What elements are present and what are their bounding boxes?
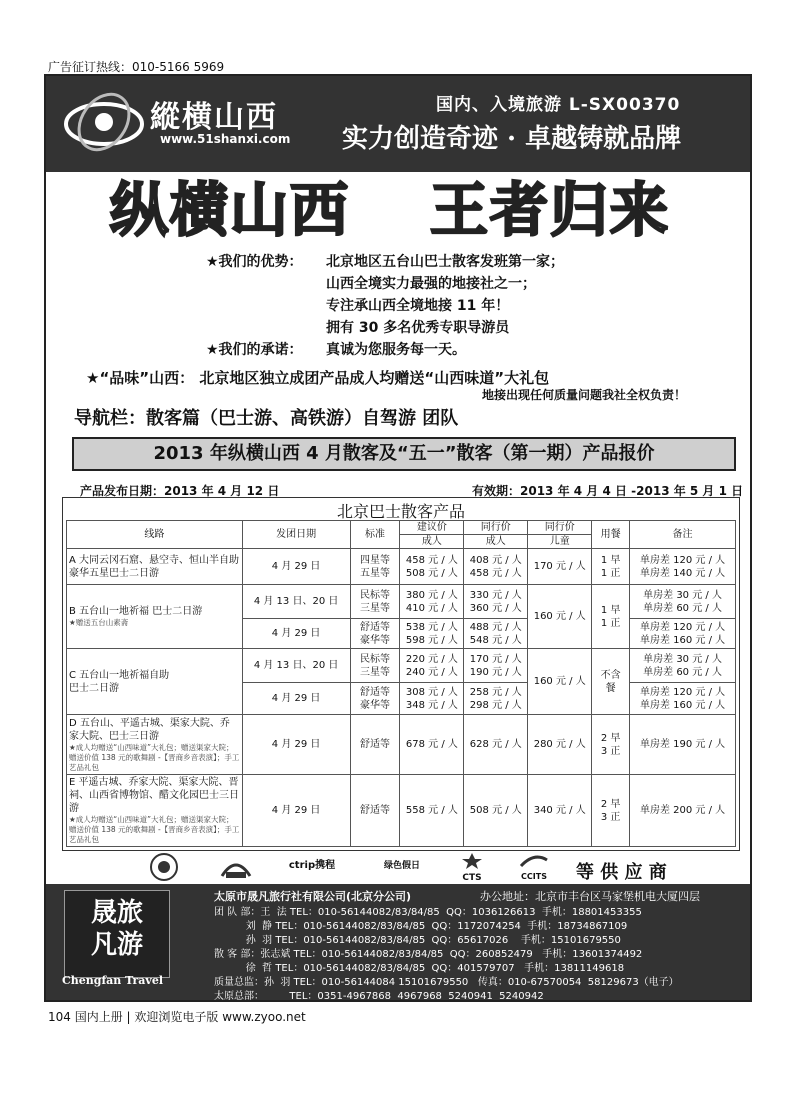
meal-d: 2 早 3 正	[592, 715, 630, 775]
header-peer-child: 同行价	[528, 521, 592, 535]
date-e: 4 月 29 日	[242, 775, 350, 847]
contact-line-5: 徐 哲 TEL：010-56144082/83/84/85 QQ：401579707 手机：13811149618	[214, 963, 625, 974]
header-standard: 标准	[350, 521, 400, 549]
nav-bar-text: 导航栏：散客篇（巴士游、高铁游）自驾游 团队	[74, 408, 459, 429]
route-e: E 平遥古城、乔家大院、渠家大院、晋祠、山西省博物馆、醋文化园巴士三日游	[69, 777, 239, 814]
child-e: 340 元 / 人	[528, 775, 592, 847]
supplier-logo-btg	[214, 852, 258, 884]
std-c1: 民标等 三星等	[350, 649, 400, 683]
table-row	[67, 649, 736, 683]
child-b: 160 元 / 人	[528, 585, 592, 649]
header-meal: 用餐	[592, 521, 630, 549]
route-e-cell	[67, 775, 243, 847]
supplier-label: 等 供 应 商	[576, 862, 667, 883]
big-title-part2: 王者归来	[430, 176, 671, 242]
table-row	[67, 775, 736, 847]
route-a: A 大同云冈石窟、悬空寺、恒山半自助豪华五星巴士二日游	[67, 549, 243, 585]
release-date: 产品发布日期：2013 年 4 月 12 日	[80, 484, 280, 498]
peer-b1: 330 元 / 人 360 元 / 人	[464, 585, 528, 619]
contact-line-7: 太原总部： TEL：0351-4967868 4967968 5240941 5240942	[214, 991, 544, 1002]
suggest-a: 458 元 / 人 508 元 / 人	[400, 549, 464, 585]
peer-b2: 488 元 / 人 548 元 / 人	[464, 619, 528, 649]
peer-d: 628 元 / 人	[464, 715, 528, 775]
note-b2: 单房差 120 元 / 人 单房差 160 元 / 人	[630, 619, 736, 649]
ad-hotline: 广告征订热线：010-5166 5969	[48, 60, 225, 74]
supplier-emblem-icon	[149, 852, 179, 882]
suggest-c1: 220 元 / 人 240 元 / 人	[400, 649, 464, 683]
slogan: 实力创造奇迹 · 卓越铸就品牌	[342, 124, 682, 154]
header-adult-2: 成人	[464, 535, 528, 549]
route-b: B 五台山一地祈福 巴士二日游	[69, 606, 203, 617]
std-e: 舒适等	[350, 775, 400, 847]
route-d: D 五台山、平遥古城、渠家大院、乔家大院、巴士三日游	[69, 717, 230, 742]
footer-address: 办公地址：北京市丰台区马家堡机电大厦四层	[480, 890, 700, 903]
supplier-logo-cts: CTS	[462, 873, 482, 883]
std-d: 舒适等	[350, 715, 400, 775]
route-e-gift: ★成人均赠送“山西味道”大礼包；赠送渠家大院；赠送价值 138 元的歌舞剧 -【晋商乡音表演】；手工艺品礼包	[69, 815, 240, 844]
cts-star-icon	[460, 852, 484, 870]
child-d: 280 元 / 人	[528, 715, 592, 775]
route-d-cell	[67, 715, 243, 775]
advantage-line-4: 拥有 30 多名优秀专职导游员	[326, 320, 510, 336]
peer-a: 408 元 / 人 458 元 / 人	[464, 549, 528, 585]
footer-company: 太原市晟凡旅行社有限公司(北京分公司)	[214, 890, 412, 903]
date-a: 4 月 29 日	[242, 549, 350, 585]
suggest-e: 558 元 / 人	[400, 775, 464, 847]
contact-line-2: 刘 静 TEL：010-56144082/83/84/85 QQ：1172074254 手机：18734867109	[214, 921, 628, 932]
route-b-gift: ★赠送五台山素斋	[69, 618, 129, 627]
promise-label: ★我们的承诺：	[206, 342, 303, 358]
std-b2: 舒适等 豪华等	[350, 619, 400, 649]
promise-text: 真诚为您服务每一天。	[326, 342, 466, 358]
route-d-gift: ★成人均赠送“山西味道”大礼包；赠送渠家大院；赠送价值 138 元的歌舞剧 -【晋商乡音表演】；手工艺品礼包	[69, 742, 240, 772]
peer-c1: 170 元 / 人 190 元 / 人	[464, 649, 528, 683]
price-table	[66, 520, 736, 847]
date-c2: 4 月 29 日	[242, 683, 350, 715]
suggest-b2: 538 元 / 人 598 元 / 人	[400, 619, 464, 649]
std-c2: 舒适等 豪华等	[350, 683, 400, 715]
table-row	[67, 585, 736, 619]
advantage-line-1: 北京地区五台山巴士散客发班第一家；	[326, 254, 564, 270]
header-child: 儿童	[528, 535, 592, 549]
suggest-c2: 308 元 / 人 348 元 / 人	[400, 683, 464, 715]
supplier-logo-ccits-box	[512, 852, 556, 884]
child-c: 160 元 / 人	[528, 649, 592, 715]
contact-line-4: 散 客 部：张志斌 TEL：010-56144082/83/84/85 QQ：260852479 手机：13601374492	[214, 949, 643, 960]
footer-logo-en: Chengfan Travel	[62, 974, 164, 987]
suggest-b1: 380 元 / 人 410 元 / 人	[400, 585, 464, 619]
supplier-logo-holiday: 绿色假日	[383, 861, 420, 871]
btg-logo-icon	[218, 852, 254, 882]
header-depart: 发团日期	[242, 521, 350, 549]
footer-logo-cn: 晟旅 凡游	[90, 898, 143, 960]
peer-e: 508 元 / 人	[464, 775, 528, 847]
advantage-line-3: 专注承山西全境地接 11 年！	[326, 298, 510, 314]
date-d: 4 月 29 日	[242, 715, 350, 775]
header-note: 备注	[630, 521, 736, 549]
header-peer: 同行价	[464, 521, 528, 535]
suggest-d: 678 元 / 人	[400, 715, 464, 775]
header-route: 线路	[67, 521, 243, 549]
note-e: 单房差 200 元 / 人	[630, 775, 736, 847]
price-table-title: 北京巴士散客产品	[336, 502, 465, 521]
license-text: 国内、入境旅游 L-SX00370	[436, 95, 681, 115]
valid-period: 有效期：2013 年 4 月 4 日 -2013 年 5 月 1 日	[472, 484, 744, 498]
child-a: 170 元 / 人	[528, 549, 592, 585]
supplier-logo-ccits: CCITS	[521, 872, 547, 881]
date-c1: 4 月 13 日、20 日	[242, 649, 350, 683]
gift-line: ★“品味”山西： 北京地区独立成团产品成人均赠送“山西味道”大礼包	[86, 369, 550, 387]
meal-b: 1 早 1 正	[592, 585, 630, 649]
date-b1: 4 月 13 日、20 日	[242, 585, 350, 619]
note-d: 单房差 190 元 / 人	[630, 715, 736, 775]
std-a: 四星等 五星等	[350, 549, 400, 585]
footer-logo	[64, 890, 170, 978]
supplier-logo-ctrip: ctrip携程	[288, 860, 336, 871]
contact-line-3: 孙 羽 TEL：010-56144082/83/84/85 QQ：65617026 手机：15101679550	[214, 935, 621, 946]
date-b2: 4 月 29 日	[242, 619, 350, 649]
price-title-bar: 2013 年纵横山西 4 月散客及“五一”散客（第一期）产品报价	[72, 437, 736, 471]
header-suggest: 建议价	[400, 521, 464, 535]
note-c2: 单房差 120 元 / 人 单房差 160 元 / 人	[630, 683, 736, 715]
std-b1: 民标等 三星等	[350, 585, 400, 619]
big-title	[96, 172, 716, 242]
big-title-part1: 纵横山西	[110, 176, 351, 242]
advantage-label: ★我们的优势：	[206, 254, 303, 270]
header-adult: 成人	[400, 535, 464, 549]
note-b1: 单房差 30 元 / 人 单房差 60 元 / 人	[630, 585, 736, 619]
supplier-logo-1	[142, 852, 186, 884]
logo-url: www.51shanxi.com	[160, 132, 291, 146]
supplier-logo-cts-box	[450, 852, 494, 884]
meal-c: 不含 餐	[592, 649, 630, 715]
table-row	[67, 715, 736, 775]
swirl-logo-icon	[60, 84, 148, 158]
note-a: 单房差 120 元 / 人 单房差 140 元 / 人	[630, 549, 736, 585]
contact-line-1: 团 队 部：王 法 TEL：010-56144082/83/84/85 QQ：1036126613 手机：18801453355	[214, 907, 642, 918]
meal-a: 1 早 1 正	[592, 549, 630, 585]
meal-e: 2 早 3 正	[592, 775, 630, 847]
advantage-line-2: 山西全境实力最强的地接社之一；	[326, 276, 536, 292]
page-footer-text: 104 国内上册 | 欢迎浏览电子版 www.zyoo.net	[48, 1010, 306, 1024]
note-c1: 单房差 30 元 / 人 单房差 60 元 / 人	[630, 649, 736, 683]
logo-name: 縱横山西	[150, 100, 278, 135]
contact-line-6: 质量总监：孙 羽 TEL：010-56144084 15101679550 传真：010-67570054 58129673（电子）	[214, 977, 679, 988]
route-b-cell	[67, 585, 243, 649]
table-row	[67, 549, 736, 585]
ccits-swoosh-icon	[519, 852, 549, 870]
peer-c2: 258 元 / 人 298 元 / 人	[464, 683, 528, 715]
guarantee-text: 地接出现任何质量问题我社全权负责！	[482, 388, 687, 402]
route-c: C 五台山一地祈福自助 巴士二日游	[67, 649, 243, 715]
